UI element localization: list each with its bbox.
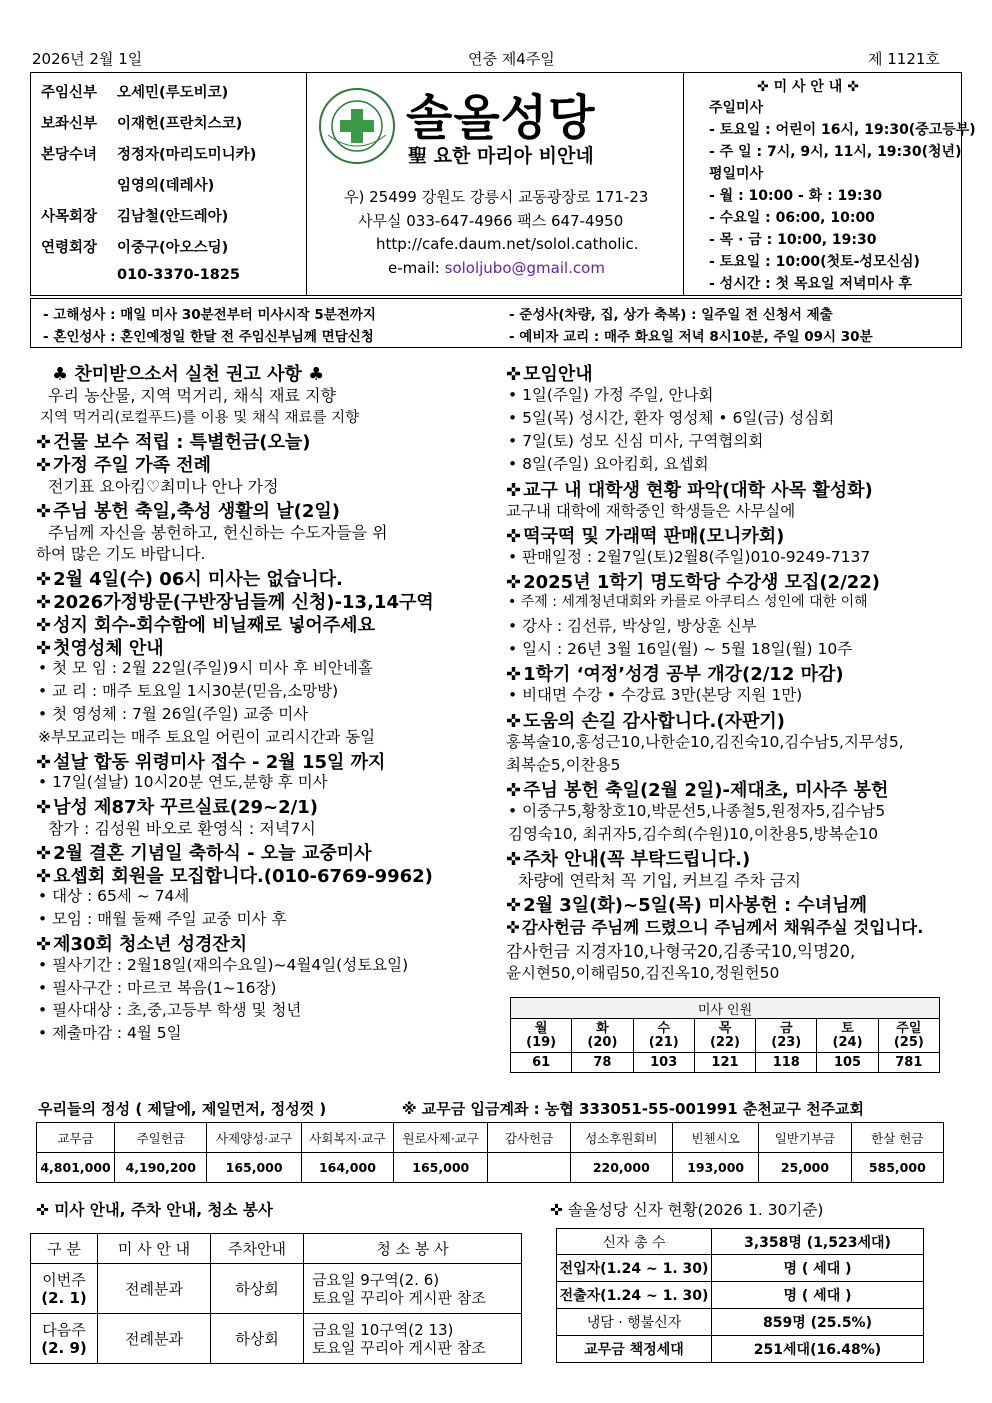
announcement-line	[508, 637, 852, 659]
announcement-text: • 제출마감 : 4월 5일	[38, 1024, 182, 1043]
offering-header: 빈첸시오	[673, 1123, 759, 1153]
announcement-text: 요셉회 회원을 모집합니다.(010-6769-9962)	[53, 865, 433, 887]
attendance-count: 781	[878, 1053, 939, 1073]
issue-number: 제 1121호	[868, 50, 940, 68]
announcement-heading	[506, 845, 750, 871]
announcement-text: • 5일(목) 성시간, 환자 영성체 • 6일(금) 성심회	[508, 409, 835, 428]
announcement-text: 교구 내 대학생 현황 파악(대학 사목 활성화)	[523, 479, 873, 501]
mass-line: - 목 · 금 : 10:00, 19:30	[709, 232, 877, 248]
announcement-text: 2월 3일(화)~5일(목) 미사봉헌 : 수녀님께	[523, 895, 867, 917]
cross-bullet-icon: ✜	[36, 865, 52, 887]
staff-name: 임영의(데레사)	[117, 178, 215, 194]
cross-bullet-icon: ✜	[506, 664, 522, 686]
staff-name: 이중구(아오스딩)	[117, 240, 229, 256]
attendance-count: 121	[694, 1053, 755, 1073]
announcement-line	[506, 961, 779, 983]
announcement-text: 제30회 청소년 성경잔치	[53, 934, 248, 955]
service-clean: 금요일 9구역(2. 6)	[312, 1270, 440, 1289]
mass-line: - 월 : 10:00 - 화 : 19:30	[709, 188, 883, 204]
announcement-line	[38, 656, 373, 678]
service-parking: 하상회	[211, 1314, 304, 1364]
staff-name: 김남철(안드레아)	[117, 209, 229, 225]
announcement-line	[38, 953, 408, 975]
offering-value: 25,000	[759, 1153, 851, 1183]
members-label: 냉담 · 행불신자	[557, 1309, 712, 1336]
offering-value	[488, 1153, 570, 1183]
offering-header: 성소후원회비	[570, 1123, 672, 1153]
attendance-table	[510, 997, 940, 1073]
staff-name: 이재헌(프란치스코)	[117, 116, 243, 132]
announcement-line	[508, 383, 713, 405]
announcement-text: 2월 결혼 기념일 축하식 - 오늘 교중미사	[53, 842, 372, 864]
members-value: 251세대(16.48%)	[712, 1336, 924, 1363]
offering-header: 교무금	[37, 1123, 115, 1153]
staff-list	[31, 73, 307, 295]
announcement-heading	[506, 707, 785, 733]
announcement-text: 전기표 요아킴♡최미나 안나 가정	[48, 477, 279, 496]
church-email[interactable]: sololjubo@gmail.com	[444, 259, 605, 277]
church-url[interactable]: http://cafe.daum.net/solol.catholic.	[376, 235, 639, 253]
service-date: (2. 1)	[41, 1288, 87, 1307]
attendance-count: 118	[756, 1053, 817, 1073]
members-label: 교무금 책정세대	[557, 1336, 712, 1363]
members-value: 명 ( 세대 )	[712, 1255, 924, 1282]
mass-line: - 주 일 : 7시, 9시, 11시, 19:30(청년)	[709, 144, 962, 160]
mass-schedule-title: ✜ 미 사 안 내 ✜	[757, 79, 859, 95]
announcement-text: 가정 주일 가족 전례	[53, 455, 211, 477]
mass-line: - 토요일 : 10:00(첫토-성모신심)	[709, 254, 920, 270]
cross-bullet-icon: ✜	[36, 569, 52, 591]
staff-name: 010-3370-1825	[117, 267, 241, 283]
announcement-line	[508, 452, 709, 474]
announcement-text: • 필사구간 : 마르코 복음(1~16장)	[38, 978, 277, 997]
offering-header: 사회복지·교구	[301, 1123, 393, 1153]
announcement-line	[38, 998, 301, 1020]
attendance-count: 105	[817, 1053, 878, 1073]
announcement-text: • 강사 : 김선류, 박상일, 방상훈 신부	[508, 617, 757, 636]
announcement-text: • 첫 영성체 : 7월 26일(주일) 교중 미사	[38, 705, 309, 723]
announcement-text: 건물 보수 적립 : 특별헌금(오늘)	[53, 432, 311, 454]
offering-value: 4,190,200	[115, 1153, 207, 1183]
announcement-heading	[506, 360, 593, 386]
announcement-text: • 17일(설날) 10시20분 연도,분향 후 미사	[38, 773, 328, 792]
service-header: 구 분	[31, 1234, 98, 1264]
announcement-text: 김영숙10, 최귀자5,김수희(수원)10,이찬용5,방복순10	[508, 825, 879, 843]
church-phone: 사무실 033-647-4966 팩스 647-4950	[358, 212, 624, 230]
sacrament-info	[30, 298, 962, 348]
cross-bullet-icon: ✜	[36, 637, 52, 659]
cross-bullet-icon: ✜	[36, 751, 52, 773]
members-label: 전입자(1.24 ~ 1. 30)	[557, 1255, 712, 1282]
announcement-line	[48, 383, 336, 406]
service-clean: 토요일 꾸리아 게시판 참조	[312, 1338, 486, 1357]
mass-line: - 성시간 : 첫 목요일 저녁미사 후	[709, 276, 912, 292]
cross-bullet-icon: ✜	[506, 918, 520, 938]
announcement-line	[518, 868, 801, 891]
announcement-line	[48, 474, 279, 497]
announcement-text: • 필사기간 : 2월18일(재의수요일)~4월4일(성토요일)	[38, 955, 409, 974]
service-header: 주차안내	[211, 1234, 304, 1264]
staff-name: 정정자(마리도미니카)	[117, 147, 257, 163]
staff-role: 보좌신부	[41, 116, 98, 132]
service-row	[31, 1264, 522, 1314]
service-mass: 전례분과	[98, 1314, 211, 1364]
service-mass: 전례분과	[98, 1264, 211, 1314]
marriage-info: - 혼인성사 : 혼인예정일 한달 전 주임신부님께 면담신청	[43, 329, 374, 345]
announcement-line	[506, 499, 795, 521]
mass-line: - 토요일 : 어린이 16시, 19:30(중고등부)	[709, 122, 976, 138]
announcement-text: ♣ 찬미받으소서 실천 권고 사항 ♣	[52, 364, 325, 385]
announcement-text: 홍복술10,홍성근10,나한순10,김진숙10,김수남5,지무성5,	[506, 732, 904, 751]
offering-header: 사제양성·교구	[207, 1123, 301, 1153]
service-header: 미 사 안 내	[98, 1234, 211, 1264]
staff-role: 사목회장	[41, 209, 98, 225]
catechumen-info: - 예비자 교리 : 매주 화요일 저녁 8시10분, 주일 09시 30분	[509, 329, 873, 345]
announcement-line	[38, 1021, 182, 1043]
offering-value: 585,000	[851, 1153, 943, 1183]
church-seal-logo	[318, 87, 396, 165]
attendance-day: 토 (24)	[817, 1019, 878, 1053]
announcement-heading	[506, 522, 784, 548]
cross-bullet-icon: ✜	[506, 710, 522, 732]
attendance-day: 금 (23)	[756, 1019, 817, 1053]
church-name: 솔올성당	[406, 90, 596, 146]
announcement-text: • 7일(토) 성모 신심 미사, 구역협의회	[508, 432, 764, 451]
mass-line: 평일미사	[709, 166, 764, 182]
announcement-line	[508, 545, 870, 567]
announcement-text: 2026가정방문(구반장님들께 신청)-13,14구역	[53, 592, 434, 613]
confession-info: - 고해성사 : 매일 미사 30분전부터 미사시작 5분전까지	[43, 307, 376, 323]
offering-value: 165,000	[394, 1153, 488, 1183]
announcement-text: 첫영성체 안내	[53, 637, 164, 659]
announcement-text: • 주제 : 세계청년대회와 카를로 아쿠티스 성인에 대한 이해	[508, 594, 868, 610]
cross-bullet-icon: ✜	[506, 364, 522, 385]
announcement-text: ※부모교리는 매주 토요일 어린이 교리시간과 동일	[38, 727, 376, 746]
announcement-line	[508, 429, 763, 451]
members-value: 859명 (25.5%)	[712, 1309, 924, 1336]
offering-value: 220,000	[570, 1153, 672, 1183]
announcement-heading	[506, 476, 873, 502]
service-clean: 금요일 10구역(2 13)	[312, 1320, 454, 1339]
announcement-line	[38, 907, 286, 929]
announcement-line	[48, 816, 316, 839]
offering-header: 한살 헌금	[851, 1123, 943, 1153]
service-week: 다음주	[42, 1320, 86, 1339]
announcement-text: 윤시현50,이해림50,김진옥10,정원헌50	[506, 963, 780, 982]
service-table	[30, 1233, 522, 1364]
announcement-line	[48, 520, 388, 543]
announcement-line	[508, 406, 834, 428]
offering-value: 165,000	[207, 1153, 301, 1183]
cross-bullet-icon: ✜	[36, 614, 52, 636]
staff-role: 연령회장	[41, 240, 98, 256]
attendance-count: 78	[572, 1053, 633, 1073]
announcement-text: 감사헌금 지경자10,나형국20,김종국10,익명20,	[506, 941, 856, 961]
announcement-line	[38, 976, 276, 998]
members-title: ✜ 솔올성당 신자 현황(2026 1. 30기준)	[550, 1201, 824, 1219]
bulletin-date: 2026년 2월 1일	[32, 50, 143, 68]
announcement-text: 주차 안내(꼭 부탁드립니다.)	[523, 849, 751, 871]
offering-value: 164,000	[301, 1153, 393, 1183]
attendance-day: 주일 (25)	[878, 1019, 939, 1053]
offering-header: 원로사제·교구	[394, 1123, 488, 1153]
church-address: 우) 25499 강원도 강릉시 교동광장로 171-23	[344, 188, 649, 206]
cross-bullet-icon: ✜	[506, 479, 522, 501]
announcement-text: 모임안내	[523, 364, 593, 385]
announcement-line	[508, 683, 802, 705]
members-table	[556, 1228, 924, 1363]
cross-bullet-icon: ✜	[506, 895, 522, 917]
announcement-text: • 첫 모 임 : 2월 22일(주일)9시 미사 후 비안네홀	[38, 659, 373, 678]
announcement-line	[508, 591, 868, 611]
announcement-text: • 일시 : 26년 3월 16일(월) ~ 5월 18일(월) 10주	[508, 640, 853, 659]
announcement-line	[38, 679, 338, 701]
announcement-text: 참가 : 김성원 바오로 환영식 : 저녁7시	[48, 819, 316, 838]
announcement-text: 남성 제87차 꾸르실료(29~2/1)	[53, 797, 318, 819]
announcement-text: • 8일(주일) 요아킴회, 요셉회	[508, 455, 709, 474]
attendance-day: 수 (21)	[633, 1019, 694, 1053]
cross-bullet-icon: ✜	[506, 525, 522, 547]
offering-account: ※ 교무금 입금계좌 : 농협 333051-55-001991 춘천교구 천주교회	[402, 1100, 865, 1118]
announcement-heading	[506, 914, 923, 938]
announcement-text: 교구내 대학에 재학중인 학생들은 사무실에	[506, 501, 796, 520]
service-week: 이번주	[42, 1270, 86, 1289]
announcement-text: 우리 농산물, 지역 먹거리, 채식 재료 지향	[48, 385, 336, 405]
announcement-heading	[506, 776, 888, 802]
announcement-text: 떡국떡 및 가래떡 판매(모니카회)	[523, 525, 785, 547]
mass-line: 주일미사	[709, 100, 764, 116]
mass-schedule	[683, 73, 976, 295]
announcement-text: 성지 회수-회수함에 비닐째로 넣어주세요	[53, 614, 375, 636]
announcement-line	[508, 614, 756, 636]
attendance-day: 목 (22)	[694, 1019, 755, 1053]
announcement-text: • 필사대상 : 초,중,고등부 학생 및 청년	[38, 1001, 302, 1020]
cross-bullet-icon: ✜	[36, 500, 52, 522]
announcement-text: 주님 봉헌 축일,축성 생활의 날(2일)	[53, 500, 341, 522]
staff-role: 주임신부	[41, 85, 98, 101]
announcement-heading	[506, 660, 844, 686]
announcement-line	[38, 884, 189, 906]
attendance-count: 61	[511, 1053, 572, 1073]
announcement-text: 1학기 ‘여정’성경 공부 개강(2/12 마감)	[523, 664, 844, 686]
announcement-text: • 교 리 : 매주 토요일 1시30분(믿음,소망방)	[38, 682, 339, 701]
staff-role: 본당수녀	[41, 147, 98, 163]
cross-bullet-icon: ✜	[36, 592, 52, 613]
members-label: 신자 총 수	[557, 1229, 712, 1255]
members-value: 명 ( 세대 )	[712, 1282, 924, 1309]
header-box	[30, 72, 976, 296]
staff-name: 오세민(루도비코)	[117, 85, 229, 101]
offering-value: 193,000	[673, 1153, 759, 1183]
announcement-text: 주님 봉헌 축일(2월 2일)-제대초, 미사주 봉헌	[523, 779, 889, 801]
service-date: (2. 9)	[41, 1338, 87, 1357]
announcement-line	[36, 542, 205, 564]
service-clean: 토요일 꾸리아 게시판 참조	[312, 1288, 486, 1307]
announcement-text: 감사헌금 주님께 드렸으니 주님께서 채워주실 것입니다.	[521, 918, 924, 938]
attendance-day: 월 (19)	[511, 1019, 572, 1053]
announcement-text: 차량에 연락처 꼭 기입, 커브길 주차 금지	[518, 871, 801, 891]
cross-bullet-icon: ✜	[36, 934, 52, 955]
cross-bullet-icon: ✜	[36, 455, 52, 477]
announcement-text: • 이중구5,황창호10,박문선5,나종철5,원정자5,김수남5	[508, 801, 886, 820]
service-row	[31, 1314, 522, 1364]
announcement-text: 주님께 자신을 봉헌하고, 헌신하는 수도자들을 위	[48, 522, 388, 542]
announcement-text: 도움의 손길 감사합니다.(자판기)	[523, 710, 785, 732]
service-parking: 하상회	[211, 1264, 304, 1314]
announcement-heading	[506, 568, 880, 594]
announcement-text: 지역 먹거리(로컬푸드)를 이용 및 채식 재료를 지향	[40, 409, 360, 426]
announcement-line	[38, 770, 328, 792]
service-header: 청 소 봉 사	[304, 1234, 522, 1264]
cross-bullet-icon: ✜	[506, 779, 522, 801]
announcement-text: • 비대면 수강 • 수강료 3만(본당 지원 1만)	[508, 686, 803, 705]
blessing-info: - 준성사(차량, 집, 상가 축복) : 일주일 전 신청서 제출	[509, 307, 833, 323]
mass-line: - 수요일 : 06:00, 10:00	[709, 210, 875, 226]
announcement-line	[38, 702, 308, 724]
cross-bullet-icon: ✜	[36, 432, 52, 454]
announcement-text: • 대상 : 65세 ~ 74세	[38, 887, 190, 906]
announcement-text: 2월 4일(수) 06시 미사는 없습니다.	[53, 569, 343, 591]
offering-title: 우리들의 정성 ( 제달에, 제일먼저, 정성껏 )	[38, 1100, 327, 1118]
announcement-text: 최복순5,이찬용5	[506, 755, 621, 774]
announcement-line	[506, 730, 904, 752]
email-label: e-mail:	[388, 259, 440, 277]
announcement-text: 하여 많은 기도 바랍니다.	[36, 545, 206, 564]
offering-header: 감사헌금	[488, 1123, 570, 1153]
service-title: ✜ 미사 안내, 주차 안내, 청소 봉사	[36, 1201, 273, 1219]
announcement-heading	[506, 891, 867, 917]
announcement-line	[508, 822, 878, 844]
announcement-line	[506, 938, 855, 962]
announcement-line	[38, 725, 375, 747]
announcement-text: • 1일(주일) 가정 주일, 안나회	[508, 386, 714, 405]
cross-bullet-icon: ✜	[506, 849, 522, 871]
announcement-line	[506, 753, 621, 775]
church-patron: 聖 요한 마리아 비안네	[408, 145, 594, 167]
attendance-count: 103	[633, 1053, 694, 1073]
attendance-day: 화 (20)	[572, 1019, 633, 1053]
announcement-text: • 모임 : 매월 둘째 주일 교중 미사 후	[38, 910, 287, 929]
attendance-title: 미사 인원	[511, 998, 940, 1019]
offering-value: 4,801,000	[37, 1153, 115, 1183]
cross-bullet-icon: ✜	[36, 797, 52, 819]
members-value: 3,358명 (1,523세대)	[712, 1229, 924, 1255]
liturgical-week: 연중 제4주일	[468, 50, 555, 68]
offering-table	[36, 1122, 944, 1183]
announcement-text: • 판매일정 : 2월7일(토)2월8(주일)010-9249-7137	[508, 547, 871, 566]
cross-bullet-icon: ✜	[506, 571, 522, 593]
offering-header: 일반기부금	[759, 1123, 851, 1153]
church-info	[306, 73, 684, 295]
announcement-line	[508, 799, 885, 821]
offering-header: 주일헌금	[115, 1123, 207, 1153]
announcement-text: 설날 합동 위령미사 접수 - 2월 15일 까지	[53, 751, 386, 773]
cross-bullet-icon: ✜	[36, 842, 52, 864]
announcement-line	[40, 406, 359, 427]
members-label: 전출자(1.24 ~ 1. 30)	[557, 1282, 712, 1309]
announcement-text: 2025년 1학기 명도학당 수강생 모집(2/22)	[523, 571, 881, 593]
